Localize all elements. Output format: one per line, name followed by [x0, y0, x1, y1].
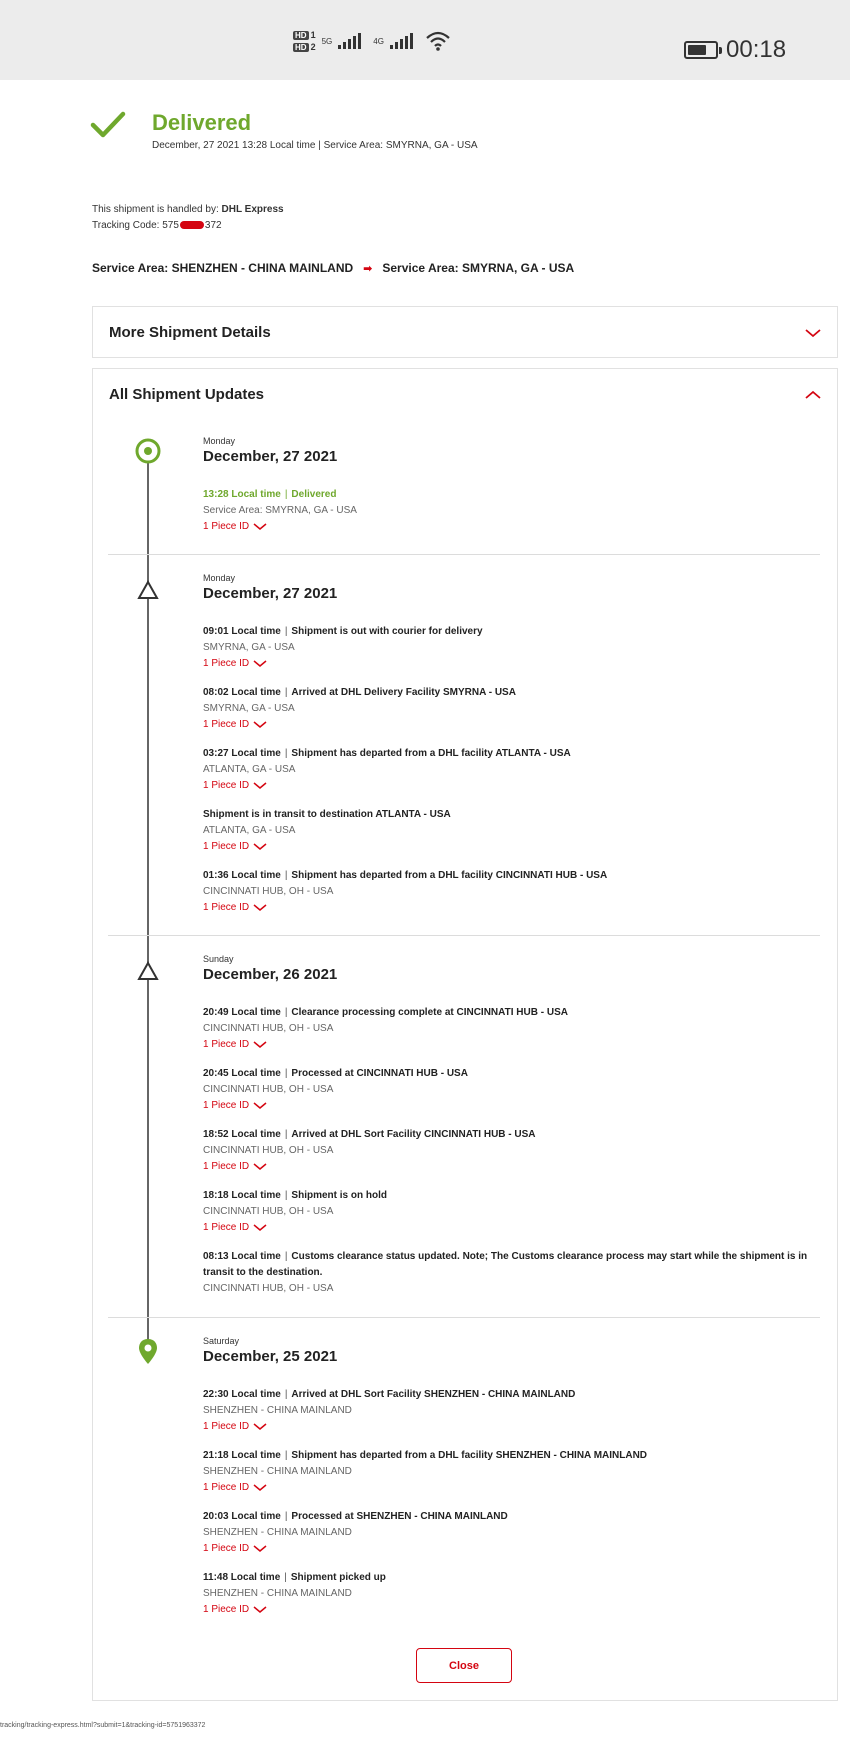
group-day: Monday	[203, 436, 236, 446]
group-day: Sunday	[203, 954, 234, 964]
chevron-down-icon	[253, 1041, 267, 1049]
location-pin-icon	[137, 1338, 159, 1366]
group-divider	[108, 1317, 820, 1318]
timeline-event: 20:03 Local time | Processed at SHENZHEN - CHINA MAINLAND SHENZHEN - CHINA MAINLAND 1 Piece ID	[203, 1509, 823, 1557]
piece-id-toggle[interactable]: 1 Piece ID	[203, 900, 823, 916]
piece-id-toggle[interactable]: 1 Piece ID	[203, 839, 823, 855]
piece-id-toggle[interactable]: 1 Piece ID	[203, 519, 823, 535]
close-button[interactable]: Close	[416, 1648, 512, 1683]
piece-id-toggle[interactable]: 1 Piece ID	[203, 1541, 823, 1557]
signal-icon	[338, 33, 361, 49]
delivered-title: Delivered	[152, 110, 252, 135]
chevron-down-icon	[253, 721, 267, 729]
tracking-code: Tracking Code: 575 372	[92, 220, 222, 231]
piece-id-toggle[interactable]: 1 Piece ID	[203, 1602, 823, 1618]
group-divider	[108, 935, 820, 936]
clock: 00:18	[726, 36, 787, 63]
chevron-down-icon	[253, 1163, 267, 1171]
status-url: tracking/tracking-express.html?submit=1&tracking-id=5751963372	[0, 1722, 206, 1729]
chevron-down-icon	[253, 660, 267, 668]
timeline-event: 08:02 Local time | Arrived at DHL Delivery Facility SMYRNA - USA SMYRNA, GA - USA 1 Piece ID	[203, 685, 823, 733]
timeline-event: 18:52 Local time | Arrived at DHL Sort Facility CINCINNATI HUB - USA CINCINNATI HUB, OH - USA 1 Piece ID	[203, 1127, 823, 1175]
group-divider	[108, 554, 820, 555]
piece-id-toggle[interactable]: 1 Piece ID	[203, 717, 823, 733]
more-details-panel[interactable]	[92, 306, 838, 358]
sim1-indicator: HD 1	[295, 30, 316, 40]
shipment-info: This shipment is handled by: DHL Express Tracking Code: 575 372	[92, 202, 284, 234]
battery-icon	[684, 41, 718, 59]
chevron-down-icon[interactable]	[805, 328, 821, 338]
piece-id-toggle[interactable]: 1 Piece ID	[203, 1159, 823, 1175]
sim2-indicator: HD 2	[295, 42, 316, 52]
timeline-event: 03:27 Local time | Shipment has departed from a DHL facility ATLANTA - USA ATLANTA, GA - USA 1 Piece ID	[203, 746, 823, 794]
more-details-title: More Shipment Details	[109, 324, 271, 341]
chevron-down-icon	[253, 1102, 267, 1110]
timeline-event: 20:45 Local time | Processed at CINCINNATI HUB - USA CINCINNATI HUB, OH - USA 1 Piece ID	[203, 1066, 823, 1114]
timeline-event: 18:18 Local time | Shipment is on hold CINCINNATI HUB, OH - USA 1 Piece ID	[203, 1188, 823, 1236]
signal-icon	[390, 33, 413, 49]
group-date: December, 26 2021	[203, 966, 338, 983]
network-5g-label: 5G	[321, 36, 333, 46]
chevron-down-icon	[253, 1224, 267, 1232]
status-bar	[0, 0, 850, 80]
route-summary	[92, 261, 574, 275]
timeline-event: 21:18 Local time | Shipment has departed from a DHL facility SHENZHEN - CHINA MAINLAND SHENZHEN - CHINA MAINLAND 1 Piece ID	[203, 1448, 823, 1496]
piece-id-toggle[interactable]: 1 Piece ID	[203, 1037, 823, 1053]
timeline-event: 09:01 Local time | Shipment is out with courier for delivery SMYRNA, GA - USA 1 Piece ID	[203, 624, 823, 672]
piece-id-toggle[interactable]: 1 Piece ID	[203, 1480, 823, 1496]
chevron-down-icon	[253, 1423, 267, 1431]
route-origin: Service Area: SHENZHEN - CHINA MAINLAND	[92, 261, 354, 275]
piece-id-toggle[interactable]: 1 Piece ID	[203, 1220, 823, 1236]
all-updates-title[interactable]: All Shipment Updates	[109, 386, 265, 403]
group-date: December, 27 2021	[203, 585, 338, 602]
arrow-right-icon: ➡	[363, 262, 373, 275]
group-date: December, 25 2021	[203, 1348, 338, 1365]
timeline-event: 11:48 Local time | Shipment picked up SHENZHEN - CHINA MAINLAND 1 Piece ID	[203, 1570, 823, 1618]
chevron-down-icon	[253, 843, 267, 851]
chevron-up-icon[interactable]	[805, 390, 821, 400]
piece-id-toggle[interactable]: 1 Piece ID	[203, 1098, 823, 1114]
group-day: Monday	[203, 573, 236, 583]
delivered-node-icon	[135, 438, 161, 464]
triangle-node-icon	[137, 961, 159, 981]
group-day: Saturday	[203, 1336, 240, 1346]
wifi-icon	[425, 30, 451, 52]
timeline-event: 13:28 Local time | Delivered Service Area: SMYRNA, GA - USA 1 Piece ID	[203, 487, 823, 535]
chevron-down-icon	[253, 1545, 267, 1553]
chevron-down-icon	[253, 1484, 267, 1492]
timeline-event: 22:30 Local time | Arrived at DHL Sort Facility SHENZHEN - CHINA MAINLAND SHENZHEN - CHINA MAINLAND 1 Piece ID	[203, 1387, 823, 1435]
timeline-event: Shipment is in transit to destination ATLANTA - USA ATLANTA, GA - USA 1 Piece ID	[203, 807, 823, 855]
triangle-node-icon	[137, 580, 159, 600]
chevron-down-icon	[253, 904, 267, 912]
network-4g-label: 4G	[373, 36, 384, 46]
route-destination: Service Area: SMYRNA, GA - USA	[382, 261, 575, 275]
chevron-down-icon	[253, 523, 267, 531]
group-date: December, 27 2021	[203, 448, 338, 465]
piece-id-toggle[interactable]: 1 Piece ID	[203, 656, 823, 672]
redaction-mark	[180, 221, 204, 229]
timeline-event: 08:13 Local time | Customs clearance status updated. Note; The Customs clearance process may start while the shipment is in transit to the destination. CINCINNATI HUB, OH - USA	[203, 1251, 808, 1294]
check-icon	[90, 110, 126, 140]
timeline-event: 01:36 Local time | Shipment has departed from a DHL facility CINCINNATI HUB - USA CINCINNATI HUB, OH - USA 1 Piece ID	[203, 868, 823, 916]
piece-id-toggle[interactable]: 1 Piece ID	[203, 778, 823, 794]
delivered-subtitle: December, 27 2021 13:28 Local time | Service Area: SMYRNA, GA - USA	[152, 140, 478, 151]
timeline-event: 20:49 Local time | Clearance processing complete at CINCINNATI HUB - USA CINCINNATI HUB, OH - USA 1 Piece ID	[203, 1005, 823, 1053]
status-icons	[293, 30, 451, 52]
chevron-down-icon	[253, 782, 267, 790]
piece-id-toggle[interactable]: 1 Piece ID	[203, 1419, 823, 1435]
chevron-down-icon	[253, 1606, 267, 1614]
